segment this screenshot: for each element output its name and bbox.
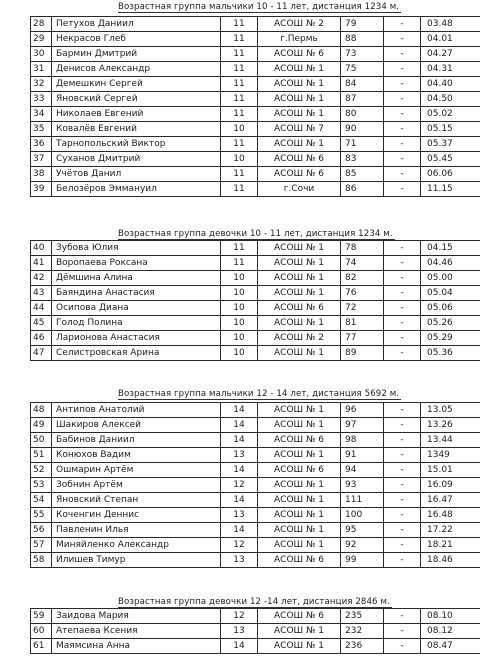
table-row	[31, 331, 480, 346]
participant-name: Дёмшина Алина	[52, 271, 221, 286]
separator-dash: -	[384, 403, 421, 418]
row-number: 49	[31, 418, 52, 433]
finish-time: 05.02	[421, 107, 480, 122]
participant-school: АСОШ № 1	[258, 316, 341, 331]
row-number: 42	[31, 271, 52, 286]
bib-number: 100	[341, 508, 384, 523]
participant-name: Яновский Сергей	[52, 92, 221, 107]
finish-time: 13.26	[421, 418, 480, 433]
table-row	[31, 418, 480, 433]
participant-age: 11	[221, 167, 258, 182]
separator-dash: -	[384, 137, 421, 152]
separator-dash: -	[384, 286, 421, 301]
row-number: 50	[31, 433, 52, 448]
bib-number: 84	[341, 77, 384, 92]
participant-age: 10	[221, 346, 258, 361]
participant-age: 11	[221, 137, 258, 152]
participant-school: АСОШ № 1	[258, 137, 341, 152]
participant-school: АСОШ № 1	[258, 523, 341, 538]
row-number: 33	[31, 92, 52, 107]
participant-school: АСОШ № 1	[258, 286, 341, 301]
participant-name: Яновский Степан	[52, 493, 221, 508]
participant-name: Селистровская Арина	[52, 346, 221, 361]
table-row	[31, 609, 480, 624]
table-row	[31, 493, 480, 508]
results-table	[30, 402, 480, 568]
separator-dash: -	[384, 301, 421, 316]
row-number: 44	[31, 301, 52, 316]
table-row	[31, 316, 480, 331]
bib-number: 73	[341, 47, 384, 62]
finish-time: 08.47	[421, 639, 480, 654]
participant-name: Зубова Юлия	[52, 241, 221, 256]
participant-age: 10	[221, 122, 258, 137]
table-row	[31, 32, 480, 47]
separator-dash: -	[384, 167, 421, 182]
table-row	[31, 433, 480, 448]
table-row	[31, 92, 480, 107]
table-row	[31, 403, 480, 418]
participant-school: АСОШ № 2	[258, 331, 341, 346]
row-number: 35	[31, 122, 52, 137]
bib-number: 236	[341, 639, 384, 654]
participant-age: 11	[221, 47, 258, 62]
participant-age: 11	[221, 256, 258, 271]
table-row	[31, 463, 480, 478]
finish-time: 05.15	[421, 122, 480, 137]
table-row	[31, 152, 480, 167]
participant-name: Маямсина Анна	[52, 639, 221, 654]
row-number: 48	[31, 403, 52, 418]
separator-dash: -	[384, 463, 421, 478]
separator-dash: -	[384, 92, 421, 107]
participant-name: Ковалёв Евгений	[52, 122, 221, 137]
separator-dash: -	[384, 346, 421, 361]
row-number: 34	[31, 107, 52, 122]
bib-number: 87	[341, 92, 384, 107]
participant-school: АСОШ № 1	[258, 478, 341, 493]
row-number: 55	[31, 508, 52, 523]
participant-name: Белозёров Эммануил	[52, 182, 221, 197]
bib-number: 86	[341, 182, 384, 197]
participant-school: АСОШ № 1	[258, 271, 341, 286]
finish-time: 06.06	[421, 167, 480, 182]
table-row	[31, 538, 480, 553]
participant-name: Тарнопольский Виктор	[52, 137, 221, 152]
participant-age: 11	[221, 92, 258, 107]
participant-age: 13	[221, 553, 258, 568]
separator-dash: -	[384, 639, 421, 654]
participant-name: Ошмарин Артём	[52, 463, 221, 478]
section-heading: Возрастная группа мальчики 12 - 14 лет, дистанция 5692 м.	[118, 389, 400, 399]
participant-school: АСОШ № 1	[258, 538, 341, 553]
participant-age: 11	[221, 32, 258, 47]
participant-name: Атепаева Ксения	[52, 624, 221, 639]
separator-dash: -	[384, 418, 421, 433]
bib-number: 83	[341, 152, 384, 167]
participant-school: АСОШ № 6	[258, 609, 341, 624]
row-number: 37	[31, 152, 52, 167]
row-number: 43	[31, 286, 52, 301]
participant-name: Воропаева Роксана	[52, 256, 221, 271]
finish-time: 04.46	[421, 256, 480, 271]
bib-number: 90	[341, 122, 384, 137]
separator-dash: -	[384, 241, 421, 256]
participant-school: АСОШ № 6	[258, 152, 341, 167]
separator-dash: -	[384, 32, 421, 47]
separator-dash: -	[384, 448, 421, 463]
table-row	[31, 346, 480, 361]
bib-number: 81	[341, 316, 384, 331]
row-number: 56	[31, 523, 52, 538]
participant-age: 14	[221, 418, 258, 433]
participant-age: 11	[221, 182, 258, 197]
bib-number: 88	[341, 32, 384, 47]
row-number: 28	[31, 17, 52, 32]
participant-name: Голод Полина	[52, 316, 221, 331]
bib-number: 79	[341, 17, 384, 32]
participant-school: АСОШ № 1	[258, 624, 341, 639]
table-row	[31, 271, 480, 286]
bib-number: 232	[341, 624, 384, 639]
row-number: 52	[31, 463, 52, 478]
bib-number: 76	[341, 286, 384, 301]
finish-time: 05.37	[421, 137, 480, 152]
bib-number: 96	[341, 403, 384, 418]
table-row	[31, 256, 480, 271]
bib-number: 94	[341, 463, 384, 478]
participant-name: Суханов Дмитрий	[52, 152, 221, 167]
table-row	[31, 508, 480, 523]
bib-number: 111	[341, 493, 384, 508]
participant-age: 11	[221, 17, 258, 32]
finish-time: 16.48	[421, 508, 480, 523]
participant-school: АСОШ № 6	[258, 463, 341, 478]
separator-dash: -	[384, 182, 421, 197]
finish-time: 17.22	[421, 523, 480, 538]
finish-time: 04.40	[421, 77, 480, 92]
participant-name: Демешкин Сергей	[52, 77, 221, 92]
finish-time: 16.47	[421, 493, 480, 508]
bib-number: 92	[341, 538, 384, 553]
finish-time: 04.15	[421, 241, 480, 256]
separator-dash: -	[384, 493, 421, 508]
finish-time: 05.29	[421, 331, 480, 346]
row-number: 39	[31, 182, 52, 197]
finish-time: 15.01	[421, 463, 480, 478]
participant-school: г.Пермь	[258, 32, 341, 47]
row-number: 30	[31, 47, 52, 62]
participant-age: 10	[221, 316, 258, 331]
table-row	[31, 241, 480, 256]
bib-number: 78	[341, 241, 384, 256]
results-table	[30, 16, 480, 197]
participant-name: Николаев Евгений	[52, 107, 221, 122]
participant-school: АСОШ № 1	[258, 493, 341, 508]
separator-dash: -	[384, 107, 421, 122]
finish-time: 13.05	[421, 403, 480, 418]
participant-age: 14	[221, 493, 258, 508]
participant-age: 12	[221, 609, 258, 624]
participant-school: АСОШ № 6	[258, 301, 341, 316]
separator-dash: -	[384, 17, 421, 32]
participant-name: Павленин Илья	[52, 523, 221, 538]
participant-age: 14	[221, 433, 258, 448]
table-row	[31, 122, 480, 137]
results-table	[30, 240, 480, 361]
row-number: 41	[31, 256, 52, 271]
bib-number: 98	[341, 433, 384, 448]
row-number: 51	[31, 448, 52, 463]
participant-name: Шакиров Алексей	[52, 418, 221, 433]
participant-school: АСОШ № 1	[258, 92, 341, 107]
section-heading: Возрастная группа девочки 10 - 11 лет, дистанция 1234 м.	[118, 229, 393, 239]
finish-time: 04.27	[421, 47, 480, 62]
participant-school: АСОШ № 1	[258, 448, 341, 463]
participant-school: АСОШ № 6	[258, 167, 341, 182]
finish-time: 04.01	[421, 32, 480, 47]
bib-number: 72	[341, 301, 384, 316]
separator-dash: -	[384, 316, 421, 331]
table-row	[31, 448, 480, 463]
finish-time: 18.21	[421, 538, 480, 553]
finish-time: 05.26	[421, 316, 480, 331]
participant-school: АСОШ № 1	[258, 346, 341, 361]
participant-age: 13	[221, 508, 258, 523]
row-number: 61	[31, 639, 52, 654]
finish-time: 05.04	[421, 286, 480, 301]
participant-school: АСОШ № 6	[258, 553, 341, 568]
participant-age: 10	[221, 286, 258, 301]
participant-age: 14	[221, 403, 258, 418]
participant-name: Бармин Дмитрий	[52, 47, 221, 62]
finish-time: 05.00	[421, 271, 480, 286]
participant-name: Ларионова Анастасия	[52, 331, 221, 346]
bib-number: 97	[341, 418, 384, 433]
participant-school: АСОШ № 1	[258, 639, 341, 654]
separator-dash: -	[384, 478, 421, 493]
participant-age: 10	[221, 331, 258, 346]
participant-age: 14	[221, 639, 258, 654]
section-heading: Возрастная группа мальчики 10 - 11 лет, дистанция 1234 м.	[118, 2, 400, 12]
row-number: 38	[31, 167, 52, 182]
separator-dash: -	[384, 433, 421, 448]
row-number: 46	[31, 331, 52, 346]
separator-dash: -	[384, 508, 421, 523]
bib-number: 82	[341, 271, 384, 286]
separator-dash: -	[384, 523, 421, 538]
row-number: 57	[31, 538, 52, 553]
table-row	[31, 17, 480, 32]
separator-dash: -	[384, 122, 421, 137]
participant-name: Денисов Александр	[52, 62, 221, 77]
participant-school: г.Сочи	[258, 182, 341, 197]
participant-age: 12	[221, 538, 258, 553]
finish-time: 05.06	[421, 301, 480, 316]
finish-time: 18.46	[421, 553, 480, 568]
table-row	[31, 167, 480, 182]
finish-time: 16.09	[421, 478, 480, 493]
row-number: 29	[31, 32, 52, 47]
separator-dash: -	[384, 538, 421, 553]
row-number: 31	[31, 62, 52, 77]
participant-age: 14	[221, 463, 258, 478]
bib-number: 85	[341, 167, 384, 182]
table-row	[31, 182, 480, 197]
participant-age: 11	[221, 62, 258, 77]
participant-school: АСОШ № 1	[258, 77, 341, 92]
participant-name: Баяндина Анастасия	[52, 286, 221, 301]
bib-number: 93	[341, 478, 384, 493]
row-number: 54	[31, 493, 52, 508]
participant-name: Илишев Тимур	[52, 553, 221, 568]
separator-dash: -	[384, 553, 421, 568]
participant-school: АСОШ № 1	[258, 403, 341, 418]
table-row	[31, 107, 480, 122]
participant-name: Коченгин Деннис	[52, 508, 221, 523]
participant-school: АСОШ № 1	[258, 107, 341, 122]
participant-age: 10	[221, 271, 258, 286]
participant-name: Некрасов Глеб	[52, 32, 221, 47]
finish-time: 08.10	[421, 609, 480, 624]
participant-school: АСОШ № 6	[258, 433, 341, 448]
table-row	[31, 62, 480, 77]
participant-age: 13	[221, 448, 258, 463]
row-number: 60	[31, 624, 52, 639]
row-number: 32	[31, 77, 52, 92]
participant-school: АСОШ № 6	[258, 47, 341, 62]
table-row	[31, 639, 480, 654]
participant-age: 12	[221, 478, 258, 493]
table-row	[31, 478, 480, 493]
separator-dash: -	[384, 47, 421, 62]
table-row	[31, 137, 480, 152]
table-row	[31, 523, 480, 538]
separator-dash: -	[384, 77, 421, 92]
finish-time: 13.44	[421, 433, 480, 448]
bib-number: 77	[341, 331, 384, 346]
table-row	[31, 624, 480, 639]
participant-school: АСОШ № 2	[258, 17, 341, 32]
participant-school: АСОШ № 1	[258, 508, 341, 523]
participant-school: АСОШ № 1	[258, 241, 341, 256]
separator-dash: -	[384, 62, 421, 77]
finish-time: 03.48	[421, 17, 480, 32]
participant-age: 14	[221, 523, 258, 538]
participant-age: 10	[221, 152, 258, 167]
row-number: 58	[31, 553, 52, 568]
row-number: 59	[31, 609, 52, 624]
table-row	[31, 301, 480, 316]
bib-number: 89	[341, 346, 384, 361]
finish-time: 05.36	[421, 346, 480, 361]
bib-number: 71	[341, 137, 384, 152]
separator-dash: -	[384, 256, 421, 271]
table-row	[31, 47, 480, 62]
participant-age: 10	[221, 301, 258, 316]
separator-dash: -	[384, 331, 421, 346]
table-row	[31, 286, 480, 301]
bib-number: 74	[341, 256, 384, 271]
results-table	[30, 608, 480, 654]
bib-number: 75	[341, 62, 384, 77]
participant-school: АСОШ № 1	[258, 418, 341, 433]
bib-number: 95	[341, 523, 384, 538]
row-number: 53	[31, 478, 52, 493]
participant-age: 13	[221, 624, 258, 639]
participant-name: Петухов Даниил	[52, 17, 221, 32]
separator-dash: -	[384, 609, 421, 624]
participant-name: Осипова Диана	[52, 301, 221, 316]
bib-number: 235	[341, 609, 384, 624]
participant-school: АСОШ № 1	[258, 256, 341, 271]
participant-name: Антипов Анатолий	[52, 403, 221, 418]
finish-time: 11.15	[421, 182, 480, 197]
participant-name: Заидова Мария	[52, 609, 221, 624]
section-heading: Возрастная группа девочки 12 -14 лет, дистанция 2846 м.	[118, 597, 390, 607]
participant-name: Учётов Данил	[52, 167, 221, 182]
participant-age: 11	[221, 77, 258, 92]
finish-time: 04.50	[421, 92, 480, 107]
finish-time: 08.12	[421, 624, 480, 639]
finish-time: 04.31	[421, 62, 480, 77]
bib-number: 99	[341, 553, 384, 568]
separator-dash: -	[384, 152, 421, 167]
participant-name: Миняйленко Александр	[52, 538, 221, 553]
participant-name: Зобнин Артём	[52, 478, 221, 493]
row-number: 47	[31, 346, 52, 361]
participant-school: АСОШ № 1	[258, 62, 341, 77]
finish-time: 05.45	[421, 152, 480, 167]
row-number: 40	[31, 241, 52, 256]
participant-name: Бабинов Даниил	[52, 433, 221, 448]
participant-school: АСОШ № 7	[258, 122, 341, 137]
table-row	[31, 77, 480, 92]
row-number: 36	[31, 137, 52, 152]
participant-age: 11	[221, 241, 258, 256]
table-row	[31, 553, 480, 568]
participant-age: 11	[221, 107, 258, 122]
row-number: 45	[31, 316, 52, 331]
bib-number: 80	[341, 107, 384, 122]
finish-time: 1349	[421, 448, 480, 463]
separator-dash: -	[384, 624, 421, 639]
participant-name: Конюхов Вадим	[52, 448, 221, 463]
bib-number: 91	[341, 448, 384, 463]
separator-dash: -	[384, 271, 421, 286]
